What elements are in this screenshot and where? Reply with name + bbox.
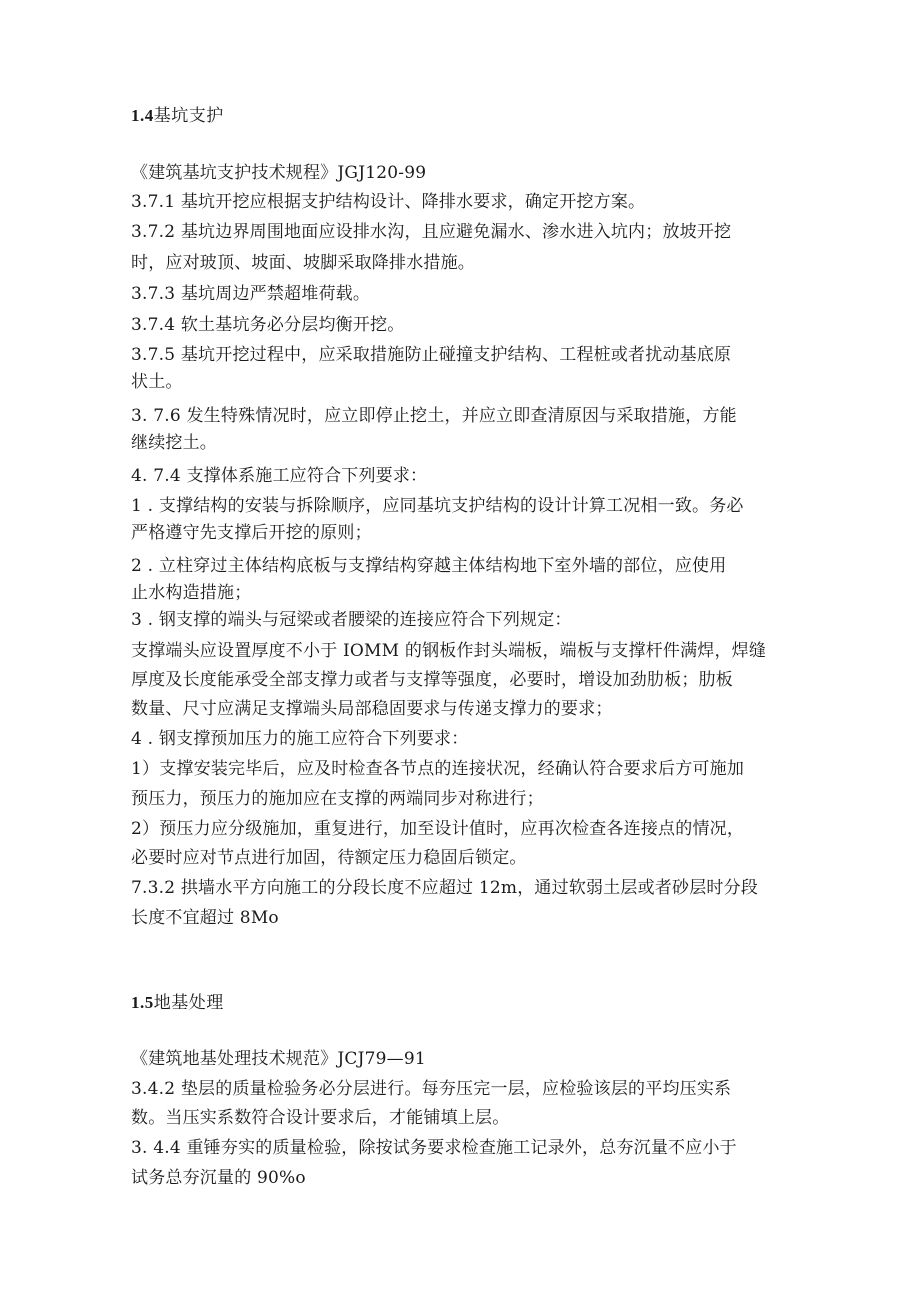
section-title: 地基处理 [153,993,224,1013]
text-line: 4. 7.4 支撑体系施工应符合下列要求： [131,466,428,486]
text-line: 严格遵守先支撑后开挖的原则； [131,523,372,543]
text-line: 3.7.5 基坑开挖过程中，应采取措施防止碰撞支护结构、工程桩或者扰动基底原 [131,345,732,365]
section-number: 1.4 [131,106,154,125]
text-line: 4 . 钢支撑预加压力的施工应符合下列要求： [131,729,469,749]
text-line: 长度不宜超过 8Mo [131,908,279,928]
text-line: 3.7.4 软土基坑务必分层均衡开挖。 [131,315,405,335]
text-line: 2 . 立柱穿过主体结构底板与支撑结构穿越主体结构地下室外墙的部位，应使用 [131,556,727,576]
text-line: 试务总夯沉量的 90%o [131,1168,306,1188]
text-line: 支撑端头应设置厚度不小于 IOMM 的钢板作封头端板，端板与支撑杆件满焊，焊缝 [131,641,767,661]
text-line: 止水构造措施； [131,583,252,603]
source-reference-1-5: 《建筑地基处理技术规范》JCJ79—91 [131,1049,426,1069]
text-line: 数。当压实系数符合设计要求后，才能铺填上层。 [131,1108,510,1128]
text-line: 1）支撑安装完毕后，应及时检查各节点的连接状况，经确认符合要求后方可施加 [131,759,745,779]
text-line: 3.7.2 基坑边界周围地面应设排水沟，且应避免漏水、渗水进入坑内；放坡开挖 [131,222,732,242]
section-heading-1-4 [131,104,811,128]
text-line: 3. 7.6 发生特殊情况时，应立即停止挖土，并应立即查清原因与采取措施，方能 [131,406,737,426]
text-line: 状土。 [131,372,183,392]
text-line: 继续挖土。 [131,433,217,453]
text-line: 2）预压力应分级施加，重复进行，加至设计值时，应再次检查各连接点的情况， [131,819,745,839]
text-line: 厚度及长度能承受全部支撑力或者与支撑等强度，必要时，增设加劲肋板；肋板 [131,670,733,690]
section-title: 基坑支护 [153,106,224,126]
source-reference-1-4: 《建筑基坑支护技术规程》JGJ120-99 [131,163,427,183]
section-number: 1.5 [131,993,154,1012]
text-line: 预压力，预压力的施加应在支撑的两端同步对称进行； [131,789,544,809]
text-line: 时，应对玻顶、坡面、坡脚采取降排水措施。 [131,253,475,273]
text-line: 数量、尺寸应满足支撑端头局部稳固要求与传递支撑力的要求； [131,699,613,719]
text-line: 3.7.1 基坑开挖应根据支护结构设计、降排水要求，确定开挖方案。 [131,192,646,212]
text-line: 3.4.2 垫层的质量检验务必分层进行。每夯压完一层，应检验该层的平均压实系 [131,1079,732,1099]
text-line: 1 . 支撑结构的安装与拆除顺序，应同基坑支护结构的设计计算工况相一致。务必 [131,496,744,516]
section-heading-1-5 [131,991,811,1015]
text-line: 3.7.3 基坑周边严禁超堆荷载。 [131,284,371,304]
text-line: 3 . 钢支撑的端头与冠梁或者腰梁的连接应符合下列规定： [131,610,572,630]
text-line: 必要时应对节点进行加固，待额定压力稳固后锁定。 [131,848,527,868]
text-line: 3. 4.4 重锤夯实的质量检验，除按试务要求检查施工记录外，总夯沉量不应小于 [131,1138,737,1158]
text-line: 7.3.2 拱墙水平方向施工的分段长度不应超过 12m，通过软弱土层或者砂层时分段 [131,878,759,898]
